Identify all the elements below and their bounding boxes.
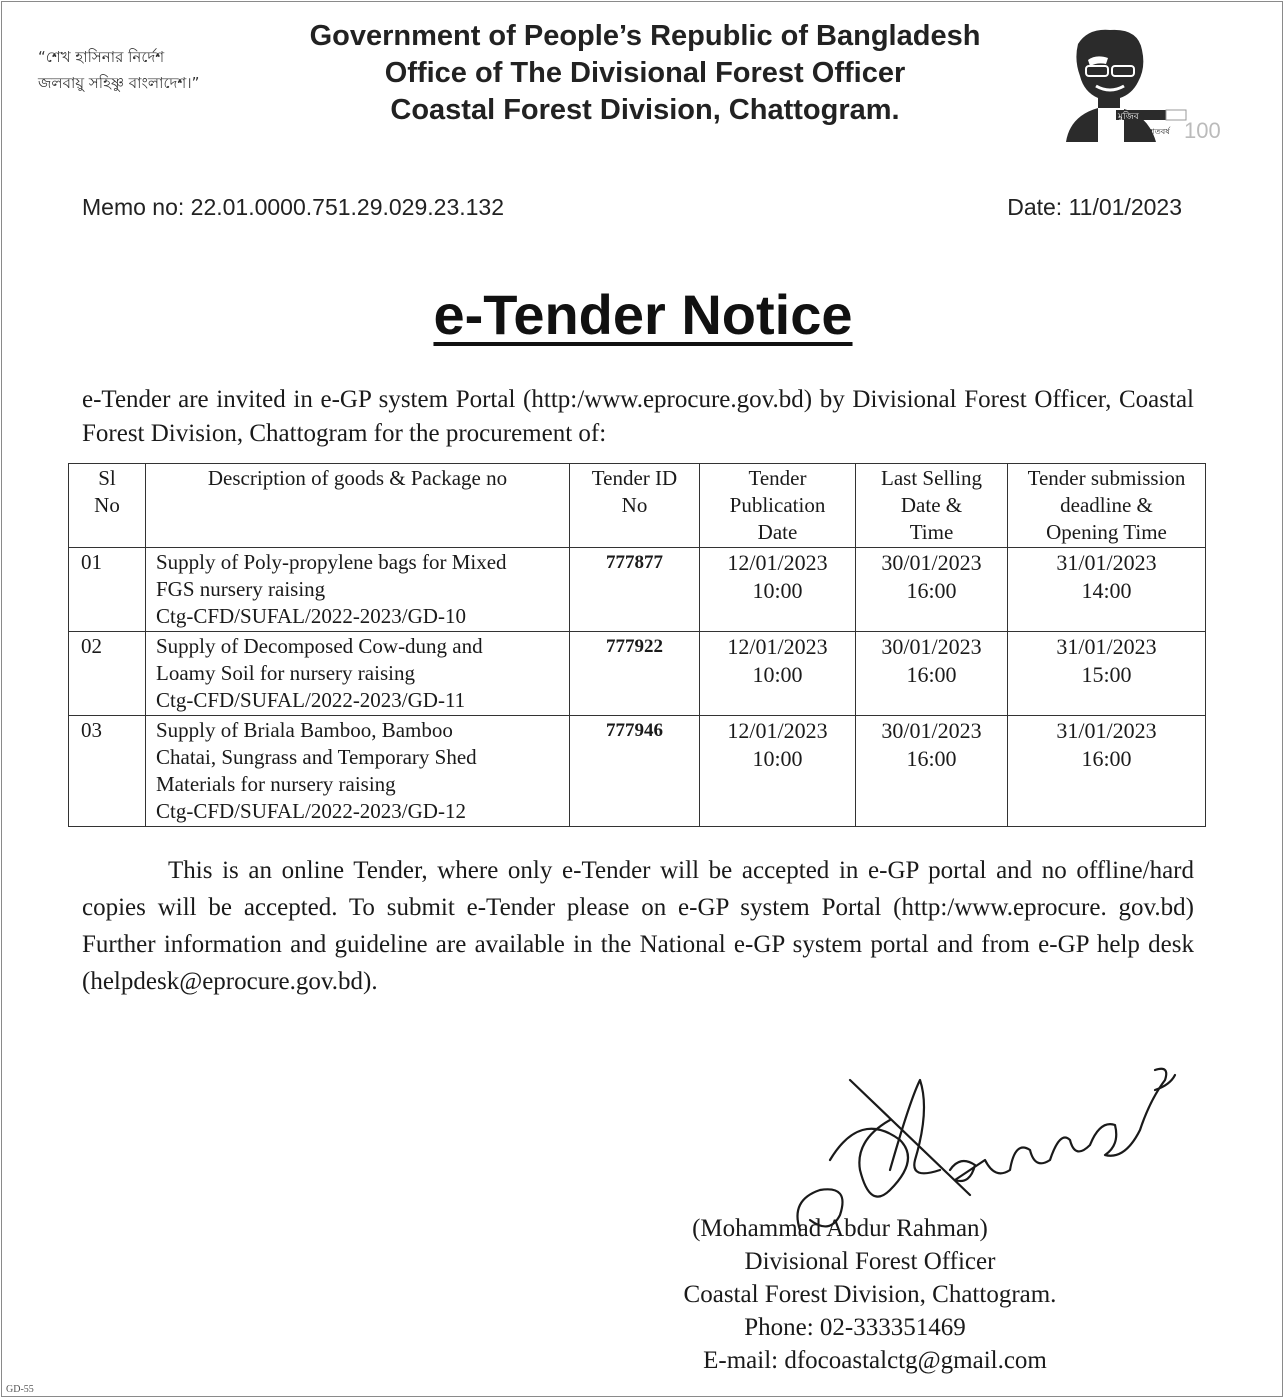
logo-label: মুজিব [1118, 112, 1139, 122]
header-description: Description of goods & Package no [146, 464, 570, 548]
handwritten-signature [770, 1020, 1190, 1240]
signatory-designation: Divisional Forest Officer [744, 1248, 996, 1275]
row-submission: 31/01/2023 15:00 [1008, 632, 1206, 716]
header-last-selling: Last Selling Date & Time [856, 464, 1008, 548]
table-row [69, 632, 1206, 716]
row-description: Supply of Briala Bamboo, Bamboo Chatai, Sungrass and Temporary Shed Materials for nursery raising Ctg-CFD/SUFAL/2022-2023/GD-12 [146, 716, 570, 827]
table-header-row [69, 464, 1206, 548]
logo-sub: শতবর্ষ [1150, 127, 1170, 136]
row-description: Supply of Poly-propylene bags for Mixed FGS nursery raising Ctg-CFD/SUFAL/2022-2023/GD-10 [146, 548, 570, 632]
row-publication: 12/01/2023 10:00 [700, 548, 856, 632]
page-title [0, 280, 1286, 350]
row-tender-id: 777946 [570, 716, 700, 827]
portrait-icon [1058, 24, 1230, 146]
signatory-block [630, 1212, 1110, 1377]
header-sl: Sl No [69, 464, 146, 548]
memo-date: Date: 11/01/2023 [1007, 194, 1182, 220]
title-text: e-Tender Notice [433, 283, 853, 346]
bangla-motto [38, 44, 268, 96]
row-last-selling: 30/01/2023 16:00 [856, 632, 1008, 716]
signatory-email: E-mail: dfocoastalctg@gmail.com [703, 1347, 1047, 1374]
row-submission: 31/01/2023 16:00 [1008, 716, 1206, 827]
government-header [245, 18, 1045, 129]
row-tender-id: 777877 [570, 548, 700, 632]
logo-number: 100 [1184, 118, 1221, 143]
memo-row [82, 194, 1182, 221]
row-submission: 31/01/2023 14:00 [1008, 548, 1206, 632]
mujib-centenary-logo [1058, 24, 1230, 146]
row-publication: 12/01/2023 10:00 [700, 716, 856, 827]
motto-line-1: “শেখ হাসিনার নির্দেশ [38, 48, 165, 66]
memo-number: Memo no: 22.01.0000.751.29.029.23.132 [82, 194, 505, 220]
signature-icon [770, 1020, 1190, 1240]
header-tender-id: Tender ID No [570, 464, 700, 548]
row-sl: 01 [69, 548, 146, 632]
table-row [69, 716, 1206, 827]
signatory-office: Coastal Forest Division, Chattogram. [683, 1281, 1057, 1308]
header-line-2: Office of The Divisional Forest Officer [384, 57, 906, 89]
header-publication-date: Tender Publication Date [700, 464, 856, 548]
intro-paragraph: e-Tender are invited in e-GP system Portal (http:/www.eprocure.gov.bd) by Divisional Forest Officer, Coastal Forest Division, Chattogram for the procurement of: [82, 386, 1194, 447]
row-sl: 03 [69, 716, 146, 827]
header-submission-deadline: Tender submission deadline & Opening Time [1008, 464, 1206, 548]
header-line-1: Government of People’s Republic of Bangladesh [309, 20, 981, 52]
row-tender-id: 777922 [570, 632, 700, 716]
tender-table [68, 463, 1206, 827]
row-last-selling: 30/01/2023 16:00 [856, 548, 1008, 632]
instructions-paragraph: This is an online Tender, where only e-Tender will be accepted in e-GP portal and no offline/hard copies will be accepted. To submit e-Tender please on e-GP system Portal (http:/www.eprocure. gov.bd) Further information and guideline are available in the National e-GP system portal and from e-GP help desk (helpdesk@eprocure.gov.bd). [82, 857, 1194, 995]
row-description: Supply of Decomposed Cow-dung and Loamy Soil for nursery raising Ctg-CFD/SUFAL/2022-2023/GD-11 [146, 632, 570, 716]
signatory-name: (Mohammad Abdur Rahman) [692, 1215, 988, 1242]
row-last-selling: 30/01/2023 16:00 [856, 716, 1008, 827]
header-line-3: Coastal Forest Division, Chattogram. [390, 94, 900, 126]
table-row [69, 548, 1206, 632]
motto-line-2: জলবায়ু সহিষ্ণু বাংলাদেশ।” [38, 74, 200, 92]
row-sl: 02 [69, 632, 146, 716]
row-publication: 12/01/2023 10:00 [700, 632, 856, 716]
footer-code: GD-55 [6, 1384, 34, 1395]
signatory-phone: Phone: 02-333351469 [744, 1314, 966, 1341]
